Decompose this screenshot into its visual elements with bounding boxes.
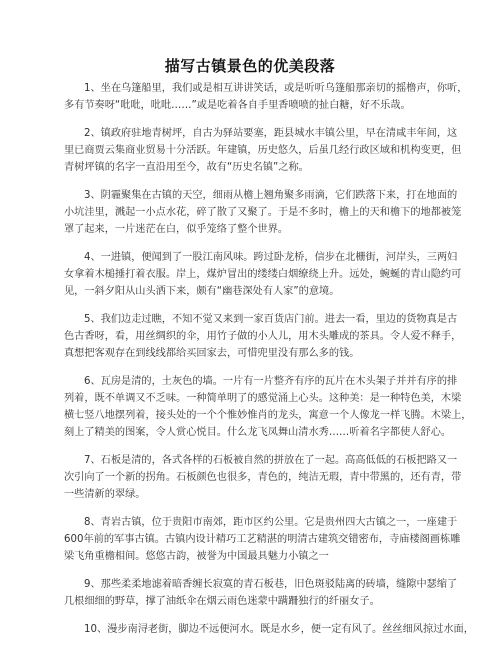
paragraph [64,576,458,610]
paragraph-line: 一些清新的翠绿。 [64,489,146,500]
paragraph-line: 600年前的军事古镇。古镇内设计精巧工艺精湛的明清古建筑交错密布，寺庙楼阁画栋雕 [64,534,461,545]
paragraph-line: 多有节奏呀“吡吡，吡吡……”或是吃着各自手里香喷喷的扯白糖，好不乐哉。 [64,100,411,111]
paragraph-line: 10、漫步南浔老街，脚边不远便河水。既是水乡，便一定有风了。丝丝细风掠过水面， [84,624,474,635]
paragraph-line: 里已商贾云集商业贸易十分活跃。年建镇，历史悠久，后虽几经行政区域和机构变更，但 [64,145,462,156]
document-title: 描写古镇景色的优美段落 [164,57,336,75]
paragraph [64,125,462,176]
paragraph [64,249,462,300]
paragraph-line: 刻上了精美的图案，令人赏心悦目。什么龙飞凤舞山清水秀……听着名字都使人舒心。 [64,427,452,438]
paragraph-line: 次引向了一个新的拐角。石板颜色也很多，青色的，纯洁无瑕，青中带黑的，还有青，带 [64,472,462,483]
paragraph-line: 罩了起来，一片迷茫在白，似乎笼络了整个世界。 [64,224,289,235]
paragraph-line: 横七竖八地摆列着，接头处的一个个惟妙惟肖的龙头，寓意一个人像龙一样飞腾。木梁上， [64,410,472,421]
document-body [64,80,474,649]
paragraph-line: 青树坪镇的名字一直沿用至今，故有“历史名镇”之称。 [64,162,309,173]
paragraph [64,311,462,362]
paragraph-line: 9、那些柔柔地滤着暗香缠长寂寞的青石板巷，旧色斑驳陆离的砖墙，缝隙中瑟缩了 [84,579,458,590]
paragraph-line: 3、阴霾聚集在古镇的天空，细雨从檐上翘角聚多雨滴，它们跌落下来，打在地面的 [84,190,458,201]
paragraph-line: 2、镇政府驻地青树坪，自古为驿站要塞，距县城水丰镇公里，早在清咸丰年间，这 [84,128,458,139]
paragraph [64,452,462,503]
paragraph [64,80,468,114]
paragraph-line: 见，一斜夕阳从山头洒下来，颇有“幽巷深处有人家”的意境。 [64,286,340,297]
paragraph [64,621,474,638]
paragraph [64,187,462,238]
paragraph [64,373,472,441]
paragraph-line: 列着，既不单调又不乏味。一种简单明了的感觉涌上心头。这种美：是一种特色美，木梁 [64,393,462,404]
paragraph-line: 几根细细的野草，撑了油纸伞在烟云雨色迷蒙中蹒跚独行的纤丽女子。 [64,596,380,607]
paragraph-line: 6、瓦房是清的，土灰色的墙。一片有一片整齐有序的瓦片在木头架子并并有序的排 [84,376,458,387]
paragraph-line: 真想把客观存在到线线都给买回家去，可惜兜里没有那么多的钱。 [64,348,360,359]
paragraph [64,514,461,565]
paragraph-line: 梁飞角重檐相间。悠悠古韵，被誉为中国最具魅力小镇之一 [64,551,329,562]
paragraph-line: 色古香呀，看，用丝绸织的伞，用竹子做的小人儿，用木头雕成的茶具。令人爱不释手， [64,331,462,342]
paragraph-line: 8、青岩古镇，位于贵阳市南郊，距市区约公里。它是贵州四大古镇之一，一座建于 [84,517,458,528]
paragraph-line: 1、坐在乌篷船里，我们或是相互讲讲笑话，或是听听乌篷船那亲切的摇橹声，你听， [84,83,468,94]
paragraph-line: 女拿着木槌捶打着衣服。岸上，煤炉冒出的缕缕白烟缭绕上升。远处，蜿蜒的青山隐约可 [64,269,462,280]
paragraph-line: 5、我们边走过瞧，不知不觉又来到一家百货店门前。进去一看，里边的货物真是古 [84,314,458,325]
paragraph-line: 7、石板是清的，各式各样的石板被自然的拼放在了一起。高高低低的石板把路又一 [84,455,458,466]
paragraph-line: 4、一进镇，便闻到了一股江南风味。跨过卧龙桥，信步在北栅街，河岸头，三两妇 [84,252,458,263]
paragraph-line: 小坑洼里，溅起一小点水花，碎了散了又聚了。于是不多时，檐上的天和檐下的地都被笼 [64,207,462,218]
